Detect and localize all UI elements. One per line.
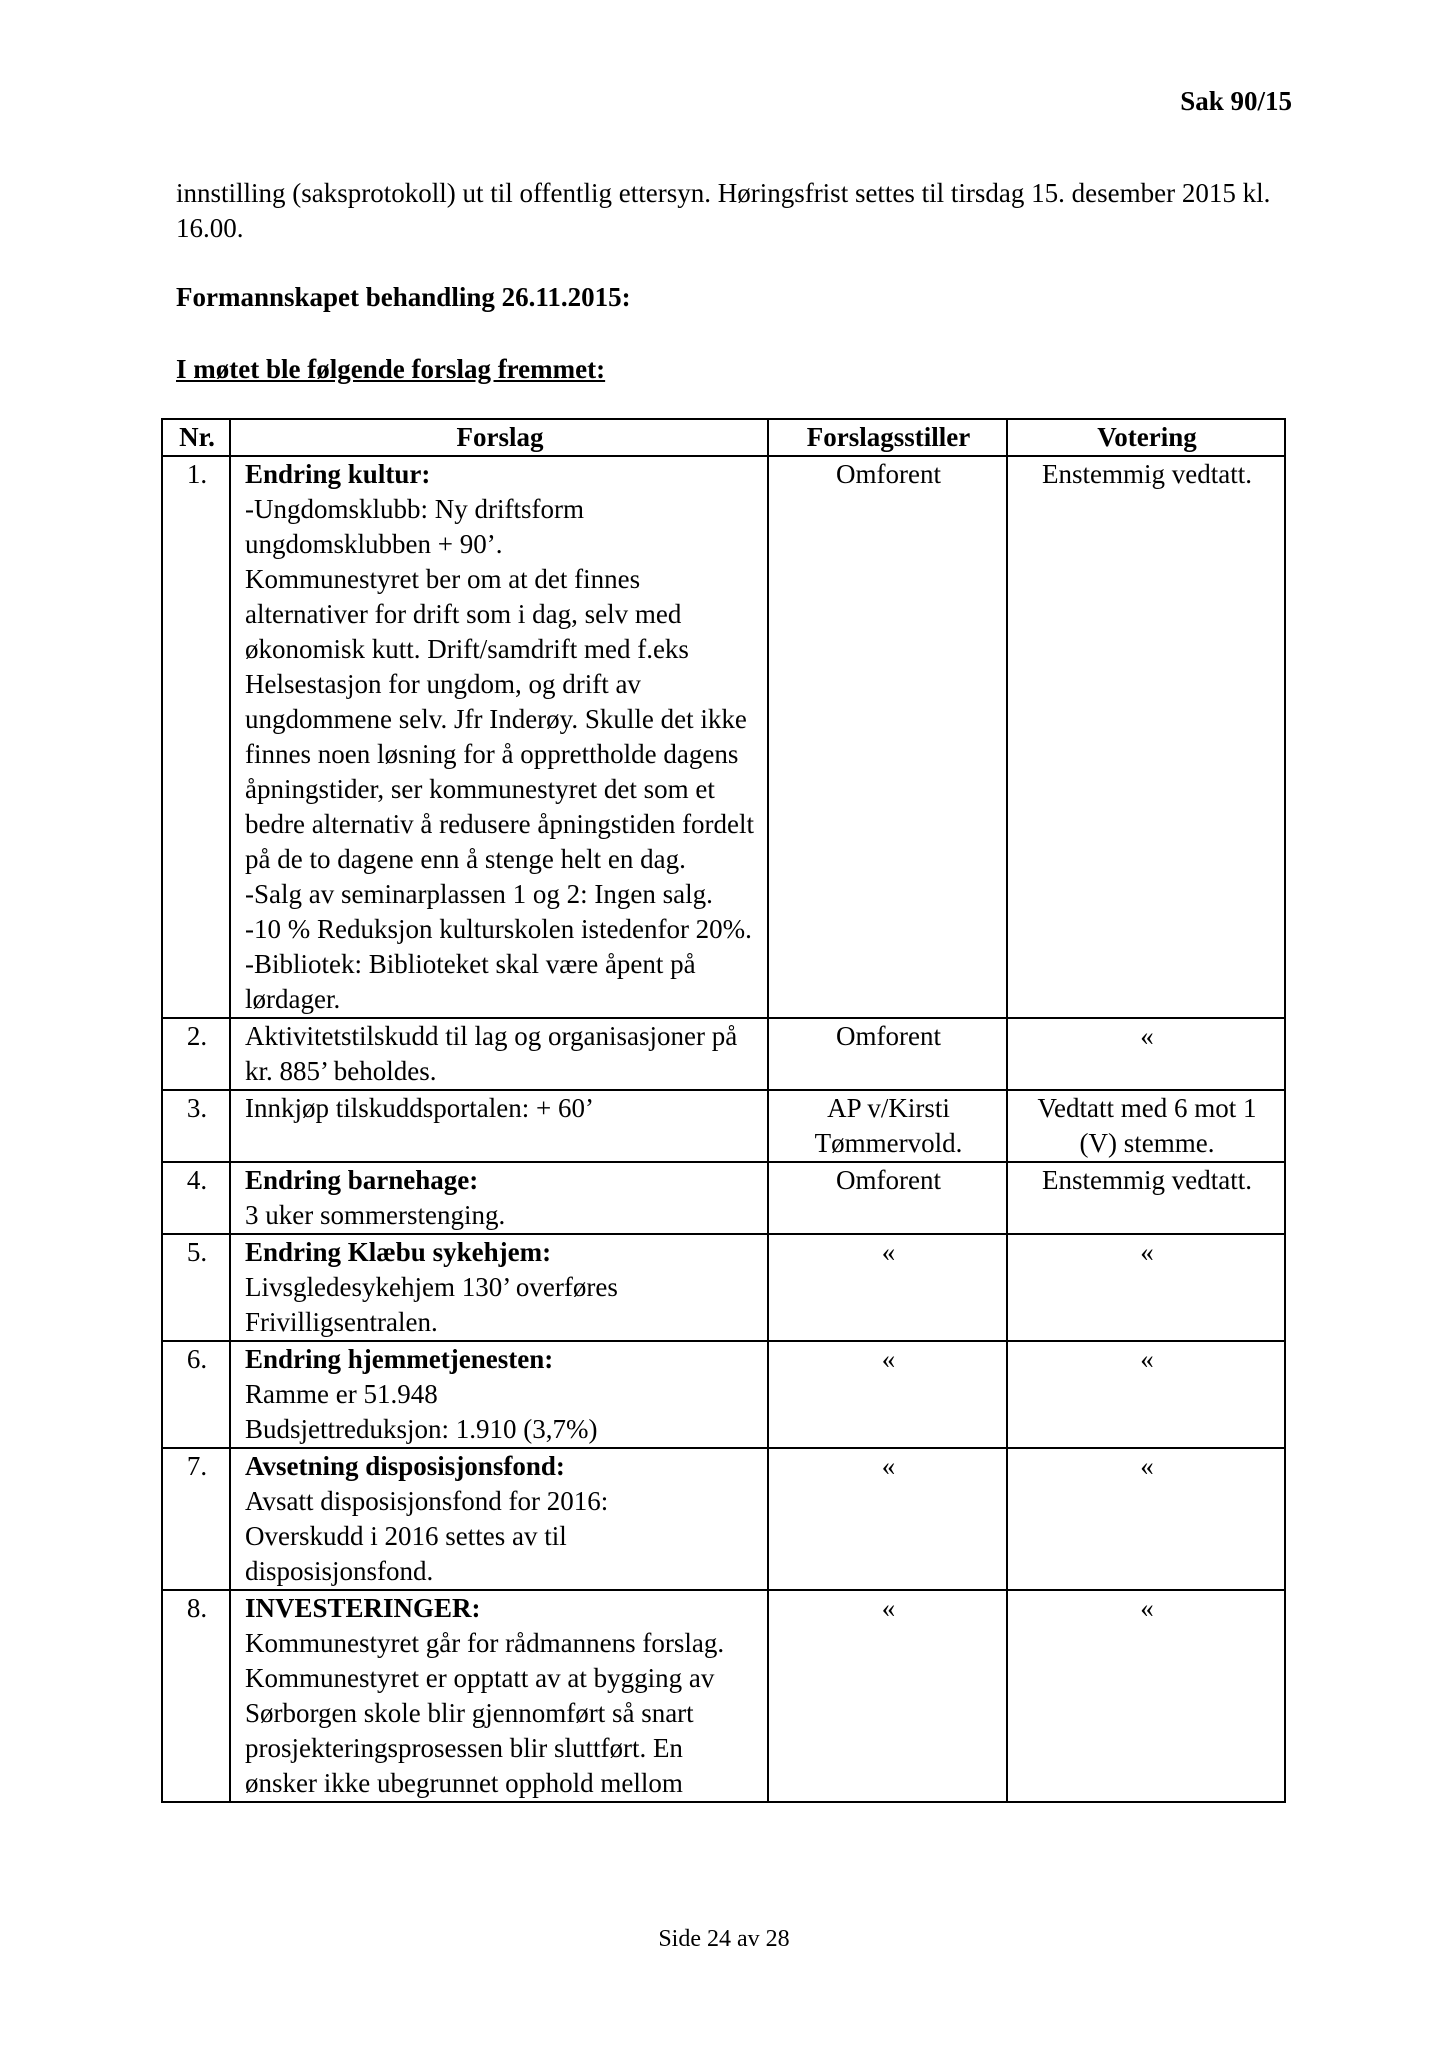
- proposal-text: Kommunestyret går for rådmannens forslag. Kommunestyret er opptatt av at bygging av Sørborgen skole blir gjennomført så snart prosjekteringsprosessen blir sluttført. En ønsker ikke ubegrunnet opphold mellom: [245, 1628, 725, 1798]
- proposal-text: Ramme er 51.948: [245, 1379, 438, 1409]
- proposal-text: -Ungdomsklubb: Ny driftsform ungdomsklubben + 90’.: [245, 494, 584, 559]
- proposal-cell: [230, 1162, 768, 1234]
- proposer-cell: AP v/Kirsti Tømmervold.: [768, 1090, 1007, 1162]
- row-number: 3.: [162, 1090, 230, 1162]
- proposal-cell: [230, 1090, 768, 1162]
- proposal-cell: [230, 1018, 768, 1090]
- proposals-heading: I møtet ble følgende forslag fremmet:: [176, 354, 606, 384]
- proposal-title: Endring Klæbu sykehjem:: [245, 1237, 552, 1267]
- proposal-text: Livsgledesykehjem 130’ overføres Frivilligsentralen.: [245, 1272, 618, 1337]
- proposal-text: Innkjøp tilskuddsportalen: + 60’: [245, 1093, 594, 1123]
- proposer-cell: Omforent: [768, 456, 1007, 1018]
- proposer-cell: «: [768, 1234, 1007, 1341]
- proposal-text: Budsjettreduksjon: 1.910 (3,7%): [245, 1414, 598, 1444]
- page-number: Side 24 av 28: [658, 1926, 790, 1952]
- proposal-title: Endring hjemmetjenesten:: [245, 1344, 554, 1374]
- header-nr: Nr.: [162, 419, 230, 456]
- row-number: 4.: [162, 1162, 230, 1234]
- proposal-title: Endring barnehage:: [245, 1165, 479, 1195]
- proposal-cell: [230, 456, 768, 1018]
- proposal-cell: [230, 1341, 768, 1448]
- proposal-cell: [230, 1234, 768, 1341]
- vote-cell: Enstemmig vedtatt.: [1007, 1162, 1285, 1234]
- vote-cell: «: [1007, 1590, 1285, 1802]
- treatment-heading: Formannskapet behandling 26.11.2015:: [176, 282, 631, 312]
- table-row: [162, 1341, 1285, 1448]
- vote-cell: «: [1007, 1234, 1285, 1341]
- row-number: 1.: [162, 456, 230, 1018]
- proposal-text: 3 uker sommerstenging.: [245, 1200, 506, 1230]
- proposal-text: -Salg av seminarplassen 1 og 2: Ingen salg.: [245, 879, 713, 909]
- header-forslagsstiller: Forslagsstiller: [768, 419, 1007, 456]
- row-number: 6.: [162, 1341, 230, 1448]
- proposal-text: Overskudd i 2016 settes av til disposisjonsfond.: [245, 1521, 567, 1586]
- proposal-text: -10 % Reduksjon kulturskolen istedenfor 20%.: [245, 914, 752, 944]
- proposal-title: Avsetning disposisjonsfond:: [245, 1451, 565, 1481]
- proposal-title: INVESTERINGER:: [245, 1593, 481, 1623]
- proposer-cell: Omforent: [768, 1162, 1007, 1234]
- proposal-text: Avsatt disposisjonsfond for 2016:: [245, 1486, 609, 1516]
- row-number: 2.: [162, 1018, 230, 1090]
- table-header-row: [162, 419, 1285, 456]
- proposal-text: Kommunestyret ber om at det finnes alternativer for drift som i dag, selv med økonomisk kutt. Drift/samdrift med f.eks Helsestasjon for ungdom, og drift av ungdommene selv. Jfr Inderøy. Skulle det ikke finnes noen løsning for å opprettholde dagens åpningstider, ser kommunestyret det som et bedre alternativ å redusere åpningstiden fordelt på de to dagene enn å stenge helt en dag.: [245, 564, 755, 874]
- proposal-text: -Bibliotek: Biblioteket skal være åpent på lørdager.: [245, 949, 696, 1014]
- table-row: [162, 1448, 1285, 1590]
- table-body: [162, 456, 1285, 1802]
- proposer-cell: Omforent: [768, 1018, 1007, 1090]
- case-reference: Sak 90/15: [1180, 86, 1292, 116]
- header-forslag: Forslag: [230, 419, 768, 456]
- table-row: [162, 1018, 1285, 1090]
- proposer-cell: «: [768, 1448, 1007, 1590]
- table-row: [162, 1590, 1285, 1802]
- row-number: 5.: [162, 1234, 230, 1341]
- proposal-cell: [230, 1590, 768, 1802]
- vote-cell: Enstemmig vedtatt.: [1007, 456, 1285, 1018]
- proposer-cell: «: [768, 1341, 1007, 1448]
- table-row: [162, 1090, 1285, 1162]
- vote-cell: «: [1007, 1448, 1285, 1590]
- header-votering: Votering: [1007, 419, 1285, 456]
- proposals-table: [161, 418, 1286, 1803]
- proposer-cell: «: [768, 1590, 1007, 1802]
- intro-paragraph: innstilling (saksprotokoll) ut til offentlig ettersyn. Høringsfrist settes til tirsdag 15. desember 2015 kl. 16.00.: [176, 178, 1271, 243]
- proposal-cell: [230, 1448, 768, 1590]
- table-row: [162, 456, 1285, 1018]
- row-number: 8.: [162, 1590, 230, 1802]
- vote-cell: «: [1007, 1341, 1285, 1448]
- table-row: [162, 1234, 1285, 1341]
- table-row: [162, 1162, 1285, 1234]
- proposal-text: Aktivitetstilskudd til lag og organisasjoner på kr. 885’ beholdes.: [245, 1021, 738, 1086]
- row-number: 7.: [162, 1448, 230, 1590]
- vote-cell: «: [1007, 1018, 1285, 1090]
- proposal-title: Endring kultur:: [245, 459, 431, 489]
- vote-cell: Vedtatt med 6 mot 1 (V) stemme.: [1007, 1090, 1285, 1162]
